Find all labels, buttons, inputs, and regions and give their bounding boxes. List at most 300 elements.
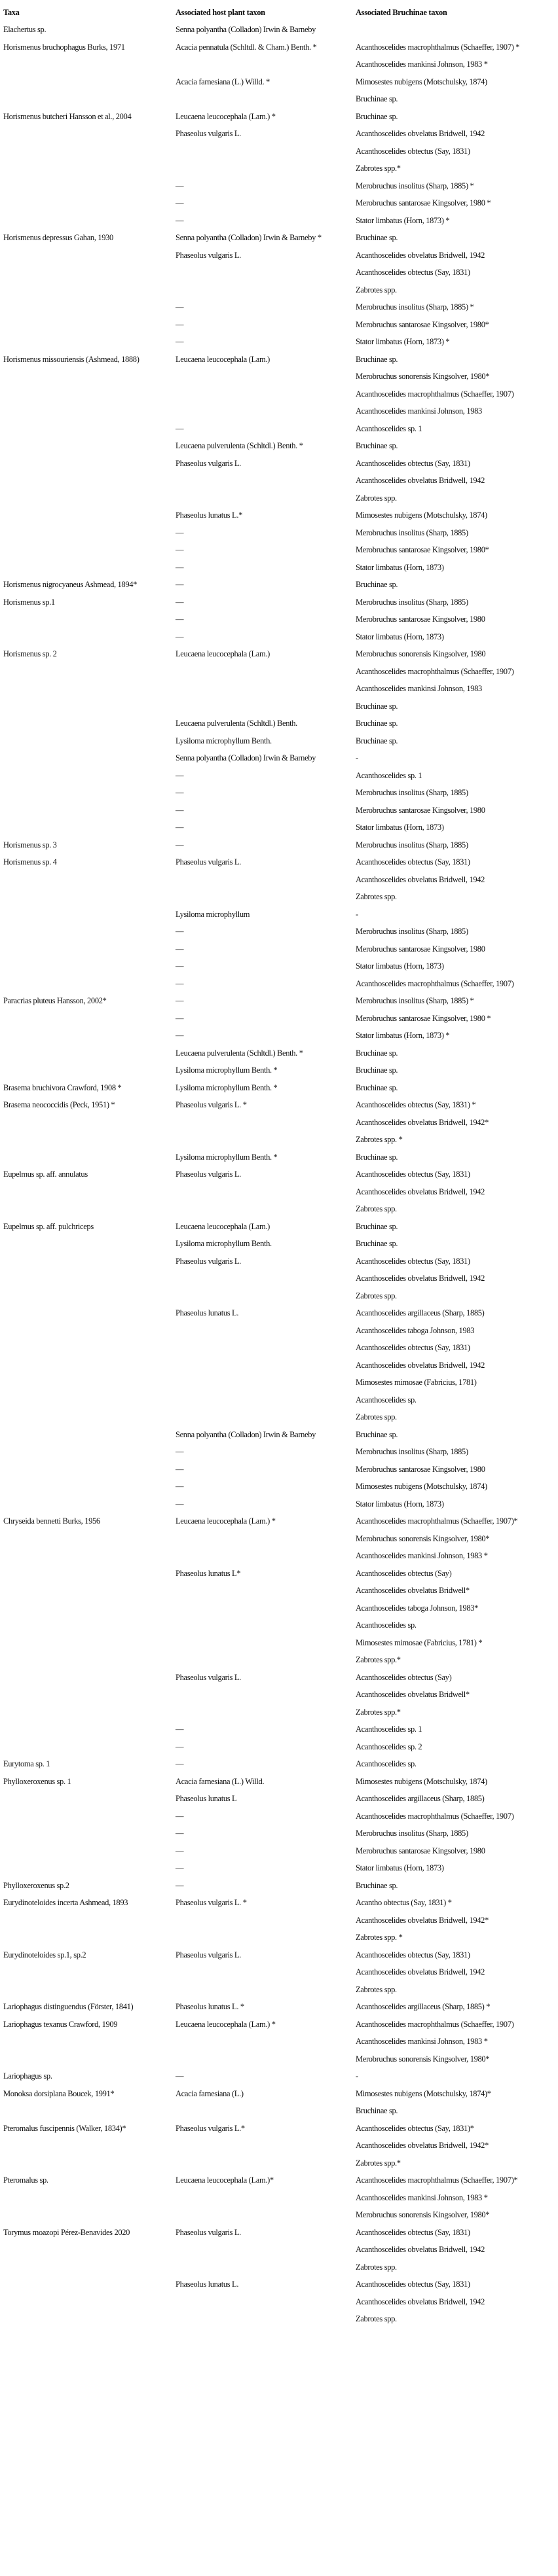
taxon-cell — [3, 1495, 176, 1513]
table-row — [3, 2259, 552, 2276]
taxon-cell — [3, 420, 176, 438]
host-plant-cell: — — [176, 1759, 184, 1768]
taxon-cell — [3, 333, 176, 351]
taxon-cell — [3, 1062, 176, 1079]
taxon-cell — [3, 2050, 176, 2068]
bruchinae-cell: Acanthoscelides macrophthalmus (Schaeffer, 1907) * — [356, 42, 520, 52]
taxon-cell — [3, 194, 176, 212]
bruchinae-cell: Acanthoscelides obvelatus Bridwell, 1942 — [356, 2297, 485, 2306]
table-row — [3, 749, 552, 767]
host-plant-cell — [176, 1183, 356, 1201]
table-row — [3, 1131, 552, 1149]
host-plant-cell: Acacia farnesiana (L.) Willd. * — [176, 77, 270, 86]
taxon-cell — [3, 2137, 176, 2155]
taxon-cell — [3, 212, 176, 230]
table-row — [3, 212, 552, 230]
bruchinae-cell: Acanthoscelides argillaceus (Sharp, 1885) — [356, 1308, 485, 1317]
bruchinae-cell: Acanthoscelides mankinsi Johnson, 1983 * — [356, 2037, 488, 2046]
bruchinae-cell: Acanthoscelides sp. — [356, 1620, 417, 1630]
table-row — [3, 56, 552, 73]
taxon-cell — [3, 957, 176, 975]
host-plant-cell — [176, 385, 356, 403]
bruchinae-cell: Acanthoscelides obtectus (Say, 1831) — [356, 146, 470, 156]
host-plant-cell: — — [176, 1499, 184, 1509]
host-plant-cell — [176, 1357, 356, 1374]
bruchinae-cell: Merobruchus insolitus (Sharp, 1885) * — [356, 302, 474, 312]
taxon-cell — [3, 2293, 176, 2311]
bruchinae-cell: Acanthoscelides obvelatus Bridwell, 1942 — [356, 1360, 485, 1370]
host-plant-cell: Senna polyantha (Colladon) Irwin & Barneby — [176, 753, 316, 762]
table-row — [3, 698, 552, 715]
table-row — [3, 472, 552, 490]
taxon-cell: Pteromalus fuscipennis (Walker, 1834)* — [3, 2123, 126, 2133]
table-row — [3, 992, 552, 1010]
taxon-cell — [3, 1651, 176, 1669]
bruchinae-cell: Zabrotes spp. — [356, 285, 397, 295]
table-row — [3, 1408, 552, 1426]
bruchinae-cell: Bruchinae sp. — [356, 233, 398, 242]
host-plant-cell — [176, 2293, 356, 2311]
bruchinae-cell: Zabrotes spp. — [356, 1204, 397, 1213]
table-row — [3, 1304, 552, 1322]
taxon-cell — [3, 437, 176, 455]
bruchinae-cell: Zabrotes spp. * — [356, 1135, 403, 1144]
host-plant-cell: — — [176, 580, 184, 589]
taxon-cell: Eurydinoteloides sp.1, sp.2 — [3, 1950, 86, 1959]
bruchinae-cell: Merobruchus santarosae Kingsolver, 1980 — [356, 1846, 485, 1855]
table-row — [3, 125, 552, 143]
taxon-cell: Phylloxeroxenus sp. 1 — [3, 1776, 71, 1786]
table-row — [3, 368, 552, 385]
bruchinae-cell: Merobruchus insolitus (Sharp, 1885) — [356, 597, 468, 607]
taxon-cell — [3, 1634, 176, 1652]
host-plant-cell: — — [176, 198, 184, 207]
host-plant-cell — [176, 160, 356, 177]
host-plant-cell: Lysiloma microphyllum Benth. * — [176, 1152, 278, 1162]
host-plant-cell: — — [176, 1464, 184, 1474]
table-row — [3, 1998, 552, 2016]
taxon-cell — [3, 402, 176, 420]
host-plant-cell: — — [176, 788, 184, 797]
taxon-cell: Monoksa dorsiplana Boucek, 1991* — [3, 2088, 115, 2098]
table-row — [3, 316, 552, 334]
table-row — [3, 2067, 552, 2085]
table-row — [3, 888, 552, 906]
table-row — [3, 1027, 552, 1045]
bruchinae-cell: Acanthoscelides obvelatus Bridwell, 1942* — [356, 2141, 489, 2150]
host-plant-cell: Phaseolus lunatus L* — [176, 1568, 241, 1578]
taxon-cell — [3, 1408, 176, 1426]
taxon-cell — [3, 1443, 176, 1461]
taxon-cell — [3, 802, 176, 819]
taxon-cell — [3, 455, 176, 473]
table-row — [3, 1651, 552, 1669]
taxon-cell — [3, 1322, 176, 1340]
taxon-cell: Eurydinoteloides incerta Ashmead, 1893 — [3, 1898, 128, 1907]
host-plant-cell — [176, 663, 356, 681]
taxon-cell: Pteromalus sp. — [3, 2175, 48, 2185]
bruchinae-cell: Acanthoscelides obtectus (Say, 1831) — [356, 1256, 470, 1266]
host-plant-cell: Lysiloma microphyllum Benth. * — [176, 1065, 278, 1075]
host-plant-cell: — — [176, 1031, 184, 1040]
host-plant-cell: — — [176, 944, 184, 954]
taxon-cell — [3, 1339, 176, 1357]
host-plant-cell: — — [176, 562, 184, 572]
table-row — [3, 2085, 552, 2103]
table-row — [3, 1634, 552, 1652]
taxon-cell — [3, 1600, 176, 1617]
table-row — [3, 1357, 552, 1374]
bruchinae-cell: Acanthoscelides mankinsi Johnson, 1983 — [356, 684, 482, 693]
table-row — [3, 1704, 552, 1721]
table-row — [3, 1114, 552, 1132]
bruchinae-cell: Merobruchus santarosae Kingsolver, 1980 — [356, 615, 485, 624]
table-row — [3, 1929, 552, 1946]
bruchinae-cell: Bruchinae sp. — [356, 1082, 398, 1092]
bruchinae-cell: Zabrotes spp. — [356, 892, 397, 901]
bruchinae-cell: Stator limbatus (Horn, 1873) — [356, 632, 444, 641]
host-plant-cell: — — [176, 1013, 184, 1023]
table-row — [3, 559, 552, 577]
bruchinae-cell: Mimosestes mimosae (Fabricius, 1781) * — [356, 1637, 483, 1647]
host-plant-cell — [176, 871, 356, 889]
bruchinae-cell: Bruchinae sp. — [356, 701, 398, 711]
table-row — [3, 853, 552, 871]
table-row — [3, 490, 552, 507]
host-plant-cell: Lysiloma microphyllum Benth. — [176, 736, 272, 745]
taxon-cell — [3, 1270, 176, 1287]
taxon-cell — [3, 888, 176, 906]
bruchinae-cell: Merobruchus santarosae Kingsolver, 1980 * — [356, 198, 491, 207]
taxon-cell — [3, 767, 176, 785]
taxon-cell — [3, 1200, 176, 1218]
taxon-cell — [3, 2206, 176, 2224]
host-plant-cell: — — [176, 1863, 184, 1872]
taxon-cell — [3, 2102, 176, 2120]
host-plant-cell: — — [176, 2071, 184, 2081]
host-plant-cell: Leucaena leucocephala (Lam.) — [176, 354, 270, 364]
table-row — [3, 298, 552, 316]
taxon-cell — [3, 923, 176, 940]
table-row — [3, 39, 552, 56]
host-plant-cell: — — [176, 1829, 184, 1838]
taxon-cell — [3, 1859, 176, 1877]
table-row — [3, 1600, 552, 1617]
taxon-cell — [3, 264, 176, 281]
host-plant-cell — [176, 1600, 356, 1617]
taxon-cell — [3, 1929, 176, 1946]
bruchinae-cell: Merobruchus sonorensis Kingsolver, 1980* — [356, 372, 490, 381]
bruchinae-cell: Mimosestes nubigens (Motschulsky, 1874) — [356, 510, 487, 520]
bruchinae-cell: Acanthoscelides obtectus (Say, 1831) — [356, 857, 470, 867]
bruchinae-cell: Merobruchus santarosae Kingsolver, 1980 — [356, 805, 485, 815]
taxon-cell: Elachertus sp. — [3, 25, 46, 34]
host-plant-cell: — — [176, 423, 184, 433]
host-plant-cell: Phaseolus vulgaris L. — [176, 458, 241, 468]
table-row — [3, 541, 552, 559]
host-plant-cell — [176, 143, 356, 160]
table-row — [3, 1565, 552, 1583]
bruchinae-cell: Zabrotes spp. — [356, 1291, 397, 1300]
host-plant-cell: Leucaena leucocephala (Lam.) * — [176, 111, 276, 121]
table-row — [3, 1773, 552, 1791]
table-row — [3, 2276, 552, 2293]
bruchinae-cell: Mimosestes nubigens (Motschulsky, 1874) — [356, 77, 487, 86]
bruchinae-cell: Acanthoscelides obtectus (Say) — [356, 1672, 452, 1682]
bruchinae-cell: Bruchinae sp. — [356, 1239, 398, 1248]
table-row — [3, 507, 552, 524]
taxon-cell — [3, 975, 176, 993]
host-plant-cell — [176, 1408, 356, 1426]
table-row — [3, 2102, 552, 2120]
taxon-cell — [3, 698, 176, 715]
bruchinae-cell: Acanthoscelides taboga Johnson, 1983* — [356, 1603, 479, 1613]
bruchinae-cell: Acanthoscelides obvelatus Bridwell, 1942* — [356, 1117, 489, 1127]
table-row — [3, 1322, 552, 1340]
host-plant-cell — [176, 472, 356, 490]
taxon-cell — [3, 1287, 176, 1305]
table-row — [3, 1755, 552, 1773]
host-plant-cell: — — [176, 528, 184, 537]
table-row — [3, 1617, 552, 1634]
table-row — [3, 732, 552, 750]
host-plant-cell — [176, 1912, 356, 1929]
table-row — [3, 1582, 552, 1600]
taxon-cell — [3, 1304, 176, 1322]
taxon-cell — [3, 524, 176, 542]
bruchinae-cell: Zabrotes spp.* — [356, 1707, 401, 1717]
header-host-plant: Associated host plant taxon — [176, 8, 265, 17]
taxon-cell — [3, 143, 176, 160]
table-row — [3, 160, 552, 177]
bruchinae-cell: Acanthoscelides mankinsi Johnson, 1983 — [356, 406, 482, 416]
bruchinae-cell: Acanthoscelides macrophthalmus (Schaeffer, 1907) — [356, 2019, 514, 2029]
taxon-cell — [3, 247, 176, 264]
taxon-cell — [3, 1530, 176, 1548]
table-row — [3, 784, 552, 802]
taxon-cell — [3, 1027, 176, 1045]
host-plant-cell: — — [176, 1846, 184, 1855]
taxon-cell: Horismenus sp. 2 — [3, 649, 57, 658]
host-plant-cell: Acacia pennatula (Schltdl. & Cham.) Benth. * — [176, 42, 317, 52]
table-row — [3, 420, 552, 438]
table-row — [3, 1738, 552, 1756]
host-plant-cell — [176, 1651, 356, 1669]
bruchinae-cell: Stator limbatus (Horn, 1873) — [356, 562, 444, 572]
bruchinae-cell: Acanthoscelides argillaceus (Sharp, 1885) * — [356, 2002, 491, 2011]
taxon-cell — [3, 472, 176, 490]
host-plant-cell: — — [176, 1725, 184, 1734]
bruchinae-cell: Zabrotes spp. — [356, 493, 397, 503]
bruchinae-cell: Merobruchus santarosae Kingsolver, 1980* — [356, 545, 489, 554]
bruchinae-cell: Merobruchus santarosae Kingsolver, 1980 — [356, 944, 485, 954]
host-plant-cell — [176, 1322, 356, 1340]
table-row — [3, 1721, 552, 1738]
host-plant-cell — [176, 1547, 356, 1565]
bruchinae-cell: Acanthoscelides obvelatus Bridwell, 1942 — [356, 250, 485, 260]
bruchinae-cell: Merobruchus insolitus (Sharp, 1885) — [356, 1447, 468, 1456]
host-plant-cell — [176, 2189, 356, 2207]
taxon-cell — [3, 90, 176, 108]
table-row — [3, 385, 552, 403]
taxon-cell — [3, 316, 176, 334]
taxon-cell — [3, 1149, 176, 1166]
host-plant-cell — [176, 1270, 356, 1287]
bruchinae-cell: Bruchinae sp. — [356, 1221, 398, 1231]
bruchinae-cell: Acanthoscelides macrophthalmus (Schaeffer, 1907) — [356, 1811, 514, 1821]
bruchinae-cell: Zabrotes spp. — [356, 2314, 397, 2323]
taxon-cell — [3, 906, 176, 923]
bruchinae-cell: Bruchinae sp. — [356, 354, 398, 364]
table-row — [3, 1200, 552, 1218]
table-body — [3, 21, 552, 2328]
table-row — [3, 1495, 552, 1513]
host-plant-cell — [176, 1131, 356, 1149]
bruchinae-cell: Stator limbatus (Horn, 1873) — [356, 823, 444, 832]
taxon-cell: Eupelmus sp. aff. annulatus — [3, 1170, 88, 1179]
taxon-cell — [3, 2259, 176, 2276]
bruchinae-cell: Acanthoscelides obtectus (Say, 1831) — [356, 2280, 470, 2289]
bruchinae-cell: Merobruchus insolitus (Sharp, 1885) * — [356, 996, 474, 1005]
taxon-cell — [3, 541, 176, 559]
table-row — [3, 975, 552, 993]
table-row — [3, 2224, 552, 2242]
table-row — [3, 2241, 552, 2259]
table-row — [3, 1686, 552, 1704]
taxon-cell — [3, 940, 176, 958]
taxon-cell: Horismenus nigrocyaneus Ashmead, 1894* — [3, 580, 138, 589]
host-plant-cell: Phaseolus vulgaris L. — [176, 2227, 241, 2237]
table-row — [3, 923, 552, 940]
host-plant-cell: Phaseolus vulgaris L. — [176, 1950, 241, 1959]
host-plant-cell — [176, 1582, 356, 1600]
host-plant-cell — [176, 368, 356, 385]
taxon-cell — [3, 663, 176, 681]
table-row — [3, 455, 552, 473]
bruchinae-cell: Acanthoscelides mankinsi Johnson, 1983 * — [356, 1551, 488, 1560]
bruchinae-cell: Acanthoscelides macrophthalmus (Schaeffer, 1907) — [356, 978, 514, 988]
host-plant-cell — [176, 1981, 356, 1999]
table-row — [3, 1010, 552, 1028]
taxon-cell — [3, 1131, 176, 1149]
bruchinae-cell: Acanthoscelides obtectus (Say, 1831) — [356, 1170, 470, 1179]
host-plant-cell — [176, 2310, 356, 2328]
bruchinae-cell: Acanthoscelides obtectus (Say, 1831)* — [356, 2123, 474, 2133]
table-row — [3, 2137, 552, 2155]
table-row — [3, 1912, 552, 1929]
host-plant-cell: — — [176, 927, 184, 936]
table-row — [3, 1669, 552, 1687]
host-plant-cell — [176, 281, 356, 299]
table-row — [3, 1981, 552, 1999]
host-plant-cell: — — [176, 632, 184, 641]
host-plant-cell: Leucaena pulverulenta (Schltdl.) Benth. — [176, 719, 297, 728]
taxon-cell: Phylloxeroxenus sp.2 — [3, 1880, 69, 1890]
host-plant-cell — [176, 2137, 356, 2155]
host-plant-cell — [176, 1374, 356, 1391]
host-plant-cell: Leucaena leucocephala (Lam.) — [176, 1221, 270, 1231]
bruchinae-cell: Acanthoscelides obvelatus Bridwell, 1942 — [356, 1274, 485, 1283]
bruchinae-cell: Mimosestes mimosae (Fabricius, 1781) — [356, 1378, 477, 1387]
taxon-cell — [3, 1825, 176, 1842]
bruchinae-cell: Acanthoscelides macrophthalmus (Schaeffer, 1907)* — [356, 2175, 518, 2185]
taxon-cell — [3, 2241, 176, 2259]
table-row — [3, 645, 552, 663]
table-row — [3, 611, 552, 628]
table-row — [3, 1963, 552, 1981]
bruchinae-cell: - — [356, 753, 358, 762]
table-row — [3, 1287, 552, 1305]
bruchinae-cell: Bruchinae sp. — [356, 1065, 398, 1075]
bruchinae-cell: Acanthoscelides sp. 1 — [356, 423, 422, 433]
host-plant-cell — [176, 2155, 356, 2172]
bruchinae-cell: Acanthoscelides sp. 1 — [356, 770, 422, 780]
bruchinae-cell: Bruchinae sp. — [356, 736, 398, 745]
table-row — [3, 802, 552, 819]
host-plant-cell — [176, 90, 356, 108]
host-plant-cell: — — [176, 1742, 184, 1751]
taxon-cell: Horismenus bruchophagus Burks, 1971 — [3, 42, 125, 52]
taxon-cell — [3, 1010, 176, 1028]
host-plant-cell: — — [176, 978, 184, 988]
bruchinae-cell: Acanthoscelides sp. — [356, 1395, 417, 1404]
bruchinae-cell: Acanthoscelides obtectus (Say, 1831) * — [356, 1100, 476, 1109]
taxon-cell — [3, 680, 176, 698]
taxon-cell — [3, 2310, 176, 2328]
table-row — [3, 1443, 552, 1461]
taxon-cell: Paracrias pluteus Hansson, 2002* — [3, 996, 107, 1005]
host-plant-cell — [176, 1287, 356, 1305]
taxon-cell — [3, 559, 176, 577]
bruchinae-cell: Bruchinae sp. — [356, 94, 398, 103]
bruchinae-cell: Merobruchus sonorensis Kingsolver, 1980* — [356, 2054, 490, 2064]
taxon-cell — [3, 160, 176, 177]
host-plant-cell: — — [176, 961, 184, 971]
taxon-cell: Horismenus sp. 3 — [3, 840, 57, 850]
host-plant-cell: Leucaena leucocephala (Lam.)* — [176, 2175, 274, 2185]
table-row — [3, 2120, 552, 2138]
host-plant-cell: — — [176, 302, 184, 312]
host-plant-cell: — — [176, 1482, 184, 1491]
table-row — [3, 871, 552, 889]
bruchinae-cell: Bruchinae sp. — [356, 1048, 398, 1058]
taxon-cell: Lariophagus distinguendus (Förster, 1841) — [3, 2002, 134, 2011]
bruchinae-cell: Mimosestes nubigens (Motschulsky, 1874)* — [356, 2088, 491, 2098]
host-plant-cell: Leucaena pulverulenta (Schltdl.) Benth. * — [176, 1048, 303, 1058]
host-plant-cell: — — [176, 615, 184, 624]
bruchinae-cell: Acanthoscelides obtectus (Say, 1831) — [356, 1343, 470, 1352]
bruchinae-cell: - — [356, 909, 358, 919]
host-plant-cell: Phaseolus vulgaris L. — [176, 857, 241, 867]
taxon-cell — [3, 1617, 176, 1634]
bruchinae-cell: Zabrotes spp. — [356, 1412, 397, 1422]
taxon-cell — [3, 2033, 176, 2050]
taxon-cell — [3, 507, 176, 524]
bruchinae-cell: Merobruchus sonorensis Kingsolver, 1980 — [356, 649, 486, 658]
host-plant-cell — [176, 1530, 356, 1548]
taxon-cell — [3, 490, 176, 507]
host-plant-cell: Phaseolus lunatus L.* — [176, 510, 243, 520]
taxon-cell: Brasema bruchivora Crawford, 1908 * — [3, 1082, 122, 1092]
bruchinae-cell: Acanthoscelides obtectus (Say) — [356, 1568, 452, 1578]
bruchinae-cell: Stator limbatus (Horn, 1873) — [356, 961, 444, 971]
host-plant-cell: Phaseolus vulgaris L. — [176, 1170, 241, 1179]
bruchinae-cell: Acanthoscelides macrophthalmus (Schaeffer, 1907)* — [356, 1516, 518, 1526]
bruchinae-cell: Acanthoscelides obtectus (Say, 1831) — [356, 2227, 470, 2237]
bruchinae-cell: Acanthoscelides obvelatus Bridwell, 1942 — [356, 1967, 485, 1977]
host-plant-cell: Phaseolus lunatus L. — [176, 1308, 239, 1317]
table-row — [3, 281, 552, 299]
